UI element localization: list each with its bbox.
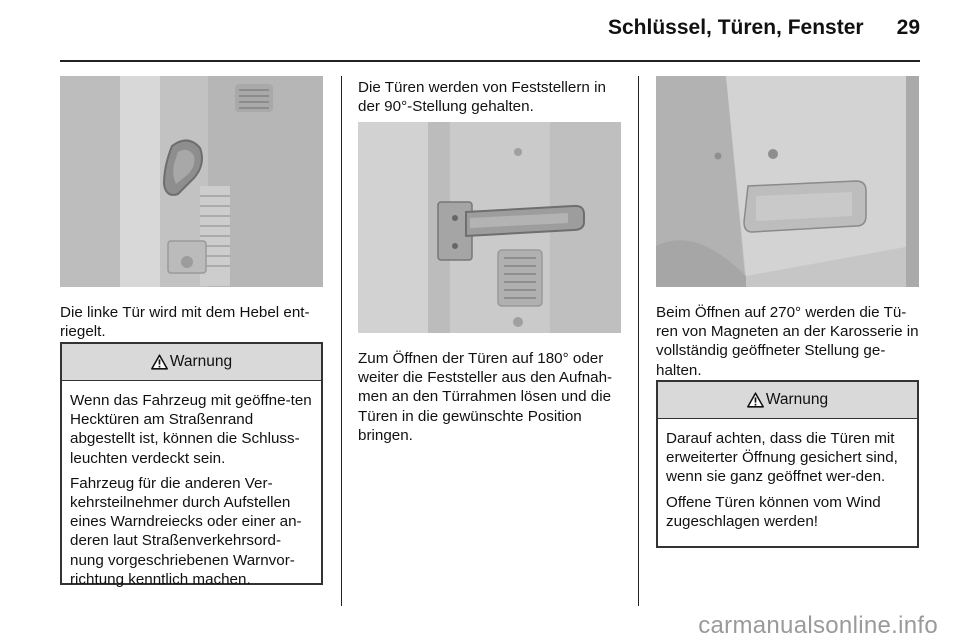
warning-title: Warnung (169, 353, 233, 370)
body-right: Beim Öffnen auf 270° werden die Tü-ren von Magneten an der Karosserie in vollständig geöffneter Stellung ge-halten. (656, 304, 919, 379)
warning-paragraph: Fahrzeug für die anderen Ver-kehrsteilnehmer durch Aufstellen eines Warndreiecks oder einer an-deren laut Straßenverkehrsord-nung vorgeschriebenen Warnvor-richtung kenntlich machen. (70, 474, 302, 588)
door-lever-icon (60, 76, 323, 287)
door-magnet-icon (656, 76, 919, 287)
column-divider-1 (341, 76, 342, 606)
warning-paragraph: Darauf achten, dass die Türen mit erweiterter Öffnung gesichert sind, wenn sie ganz geöffnet wer-den. (666, 430, 898, 486)
intro-middle: Die Türen werden von Feststellern in der 90°-Stellung gehalten. (358, 79, 606, 116)
warning-title: Warnung (765, 391, 829, 408)
page-header-title: Schlüssel, Türen, Fenster (608, 16, 864, 39)
door-arrester-icon (358, 122, 621, 333)
warning-paragraph: Wenn das Fahrzeug mit geöffne-ten Hecktüren am Straßenrand abgestellt ist, können die Schluss-leuchten verdeckt sein. (70, 392, 312, 467)
watermark: carmanualsonline.info (698, 612, 938, 639)
warning-paragraph: Offene Türen können vom Wind zugeschlagen werden! (666, 493, 881, 530)
door-arrester-photo (358, 122, 621, 333)
warning-triangle-icon (747, 392, 764, 408)
door-magnet-photo (656, 76, 919, 287)
warning-header (658, 382, 917, 419)
door-lever-photo (60, 76, 323, 287)
column-divider-2 (638, 76, 639, 606)
page-number: 29 (896, 16, 920, 39)
header-rule (60, 60, 920, 62)
warning-header (62, 344, 321, 381)
body-middle: Zum Öffnen der Türen auf 180° oder weiter die Feststeller aus den Aufnah-men an den Türrahmen lösen und die Türen in die gewünschte Position bringen. (358, 350, 613, 444)
caption-left: Die linke Tür wird mit dem Hebel ent-riegelt. (60, 304, 310, 341)
warning-box-right (656, 380, 919, 548)
warning-triangle-icon (151, 354, 168, 370)
warning-box-left (60, 342, 323, 588)
